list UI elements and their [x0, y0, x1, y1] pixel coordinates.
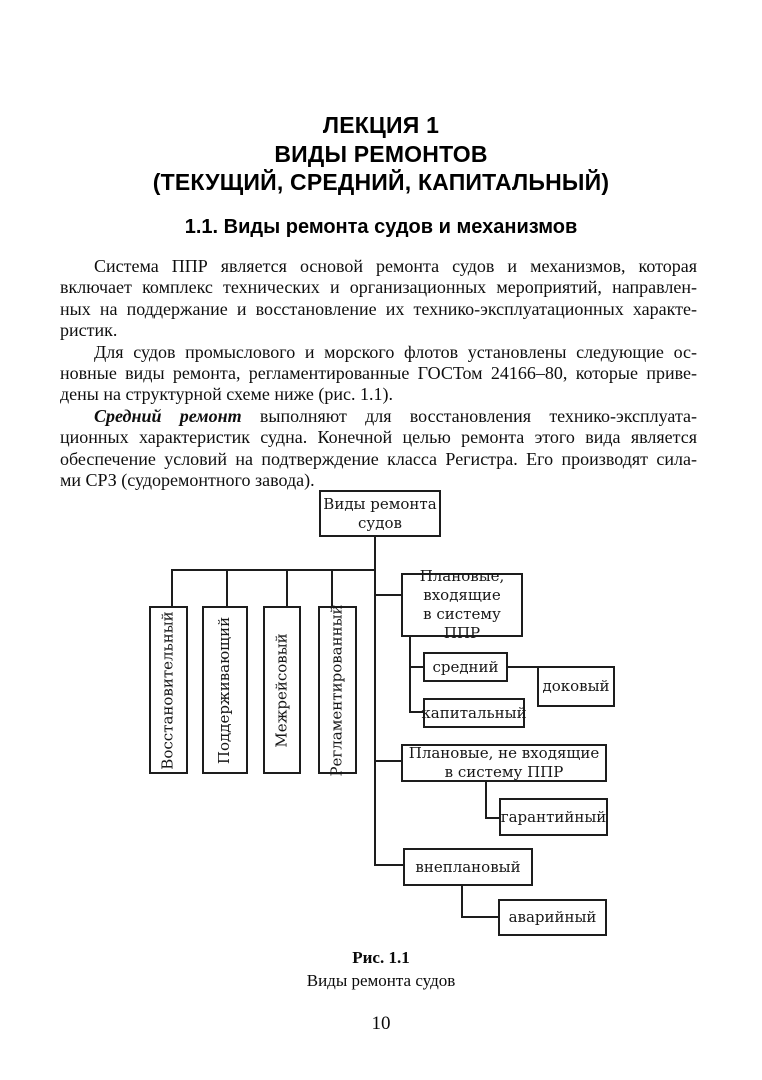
diagram-box-sredniy	[423, 652, 508, 682]
diagram-box-planovye-ppr-line-2: входящие	[423, 586, 501, 604]
diagram-box-vosstanovitelnyy-label: Восстановительный	[159, 610, 177, 770]
connector-avariynyy-horizontal	[463, 916, 498, 918]
diagram-box-kapitalnyy	[423, 698, 525, 728]
connector-stub-vosstanovitelnyy	[171, 571, 173, 606]
diagram-box-sredniy-label: средний	[432, 657, 499, 676]
paragraph-3-line-4: ми СРЗ (судоремонтного завода).	[60, 470, 315, 491]
diagram-box-kapitalnyy-label: капитальный	[421, 703, 527, 722]
diagram-box-planovye-ne-ppr	[401, 744, 607, 782]
diagram-box-podderzhivayushchiy-label: Поддерживающий	[215, 616, 234, 764]
connector-garantiynyy-vertical	[485, 782, 487, 819]
connector-branch-horizontal	[171, 569, 376, 571]
connector-planovye-ppr	[376, 594, 401, 596]
figure-caption-text: Виды ремонта судов	[306, 971, 456, 990]
body-text	[60, 256, 697, 491]
paragraph-2-line-3: дены на структурной схеме ниже (рис. 1.1).	[60, 384, 393, 405]
diagram-box-root	[319, 490, 441, 537]
paragraph-3-line-3: обеспечение условий на подтверждение класса Регистра. Его производят сила-	[60, 448, 697, 469]
connector-planovye-ppr-sub-vertical	[409, 637, 411, 713]
diagram-box-planovye-ne-ppr-line-2: в систему ППР	[444, 763, 564, 781]
emphasis-sredniy-remont: Средний ремонт	[94, 405, 242, 426]
diagram-box-vosstanovitelnyy	[149, 606, 188, 774]
diagram-box-planovye-ppr-line-1: Плановые,	[419, 567, 505, 585]
paragraph-3-line-2: ционных характеристик судна. Конечной целью ремонта этого вида является	[60, 427, 697, 448]
diagram-box-avariynyy	[498, 899, 607, 936]
paragraph-2-line-2: новные виды ремонта, регламентированные ГОСТом 24166–80, которые приве-	[60, 363, 697, 384]
diagram-box-planovye-ne-ppr-line-1: Плановые, не входящие	[408, 744, 600, 762]
connector-trunk-vertical	[374, 537, 376, 866]
section-heading: 1.1. Виды ремонта судов и механизмов	[184, 216, 578, 238]
diagram-box-planovye-ppr-line-3: в систему ППР	[423, 605, 501, 642]
paragraph-3-line-1-rest: выполняют для восстановления технико-эксплуата-	[241, 405, 698, 426]
diagram-box-mezhreysovyy-label: Межрейсовый	[272, 632, 291, 748]
diagram-box-mezhreysovyy	[263, 606, 301, 774]
lecture-title-line-1: ЛЕКЦИЯ 1	[322, 112, 440, 138]
paragraph-2-line-1: Для судов промыслового и морского флотов установлены следующие ос-	[94, 341, 697, 362]
connector-stub-mezhreysovyy	[286, 571, 288, 606]
paragraph-1-line-4: ристик.	[60, 320, 118, 341]
connector-sredniy-dokovyy	[508, 666, 537, 668]
connector-avariynyy-vertical	[461, 886, 463, 918]
diagram-box-root-line-2: судов	[358, 513, 402, 532]
diagram-box-planovye-ppr	[401, 567, 523, 642]
connector-stub-reglamentirovannyy	[331, 571, 333, 606]
figure-caption-label: Рис. 1.1	[352, 948, 410, 967]
diagram-box-dokovyy	[537, 666, 615, 707]
diagram-box-avariynyy-label: аварийный	[508, 908, 597, 926]
paragraph-1-line-1: Система ППР является основой ремонта судов и механизмов, которая	[94, 256, 697, 276]
diagram-box-reglamentirovannyy-label: Регламентированный	[328, 603, 346, 777]
lecture-title-line-2: ВИДЫ РЕМОНТОВ	[274, 140, 488, 167]
lecture-title-line-3: (ТЕКУЩИЙ, СРЕДНИЙ, КАПИТАЛЬНЫЙ)	[152, 169, 610, 195]
lecture-title	[0, 111, 762, 197]
diagram-box-garantiynyy	[499, 798, 608, 836]
connector-stub-podderzhivayushchiy	[226, 571, 228, 606]
connector-garantiynyy-horizontal	[487, 817, 499, 819]
diagram-box-garantiynyy-label: гарантийный	[500, 807, 607, 826]
connector-planovye-ne-ppr	[376, 760, 401, 762]
connector-sredniy	[411, 666, 423, 668]
paragraph-1-line-2: включает комплекс технических и организационных мероприятий, направлен-	[60, 277, 697, 298]
diagram-box-root-line-1: Виды ремонта	[323, 494, 437, 513]
paragraph-1-line-3: ных на поддержание и восстановление их технико-эксплуатационных характе-	[60, 298, 697, 319]
diagram-box-vneplanovyy-label: внеплановый	[415, 857, 521, 876]
paragraph-3-line-1	[60, 406, 697, 427]
diagram-box-dokovyy-label: доковый	[542, 677, 610, 695]
page-number: 10	[371, 1013, 391, 1034]
diagram-box-podderzhivayushchiy	[202, 606, 248, 774]
diagram-box-reglamentirovannyy	[318, 603, 357, 777]
diagram-box-vneplanovyy	[403, 848, 533, 886]
connector-vneplanovyy	[376, 864, 403, 866]
